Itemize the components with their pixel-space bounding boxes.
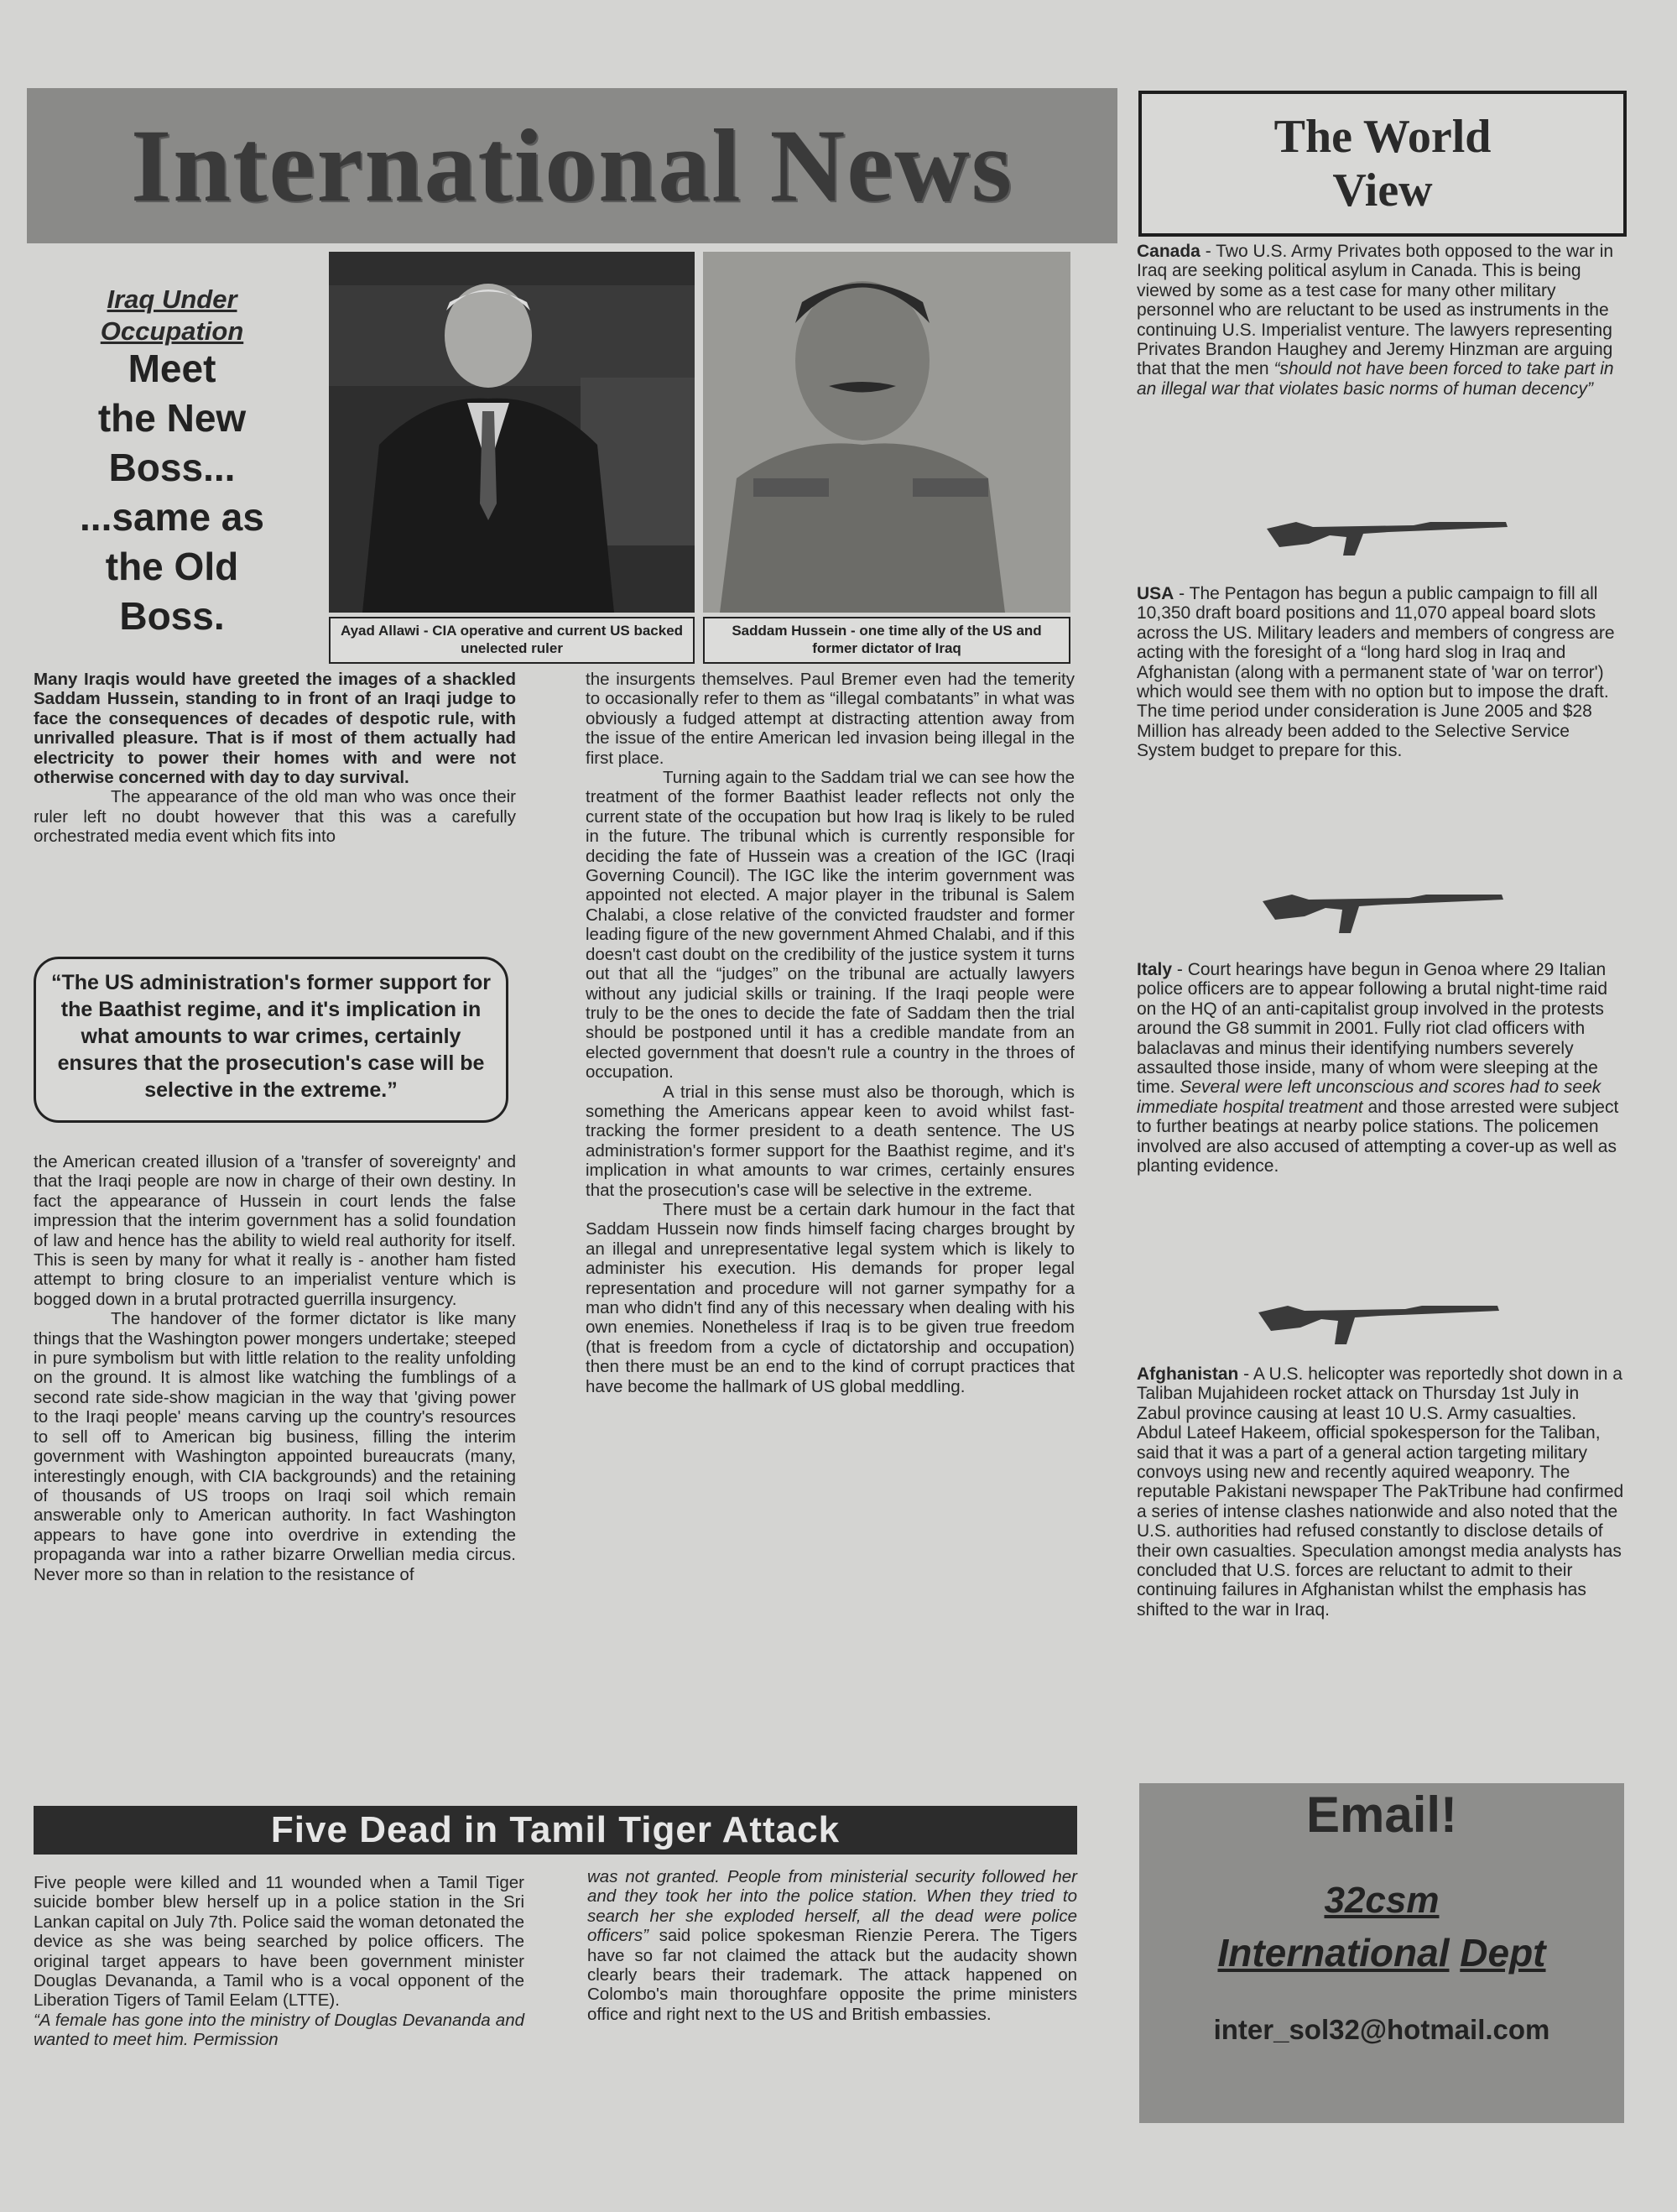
article-quote: “A female has gone into the ministry of Douglas Devananda and wanted to meet him. Permission bbox=[34, 2010, 524, 2050]
article-paragraph: There must be a certain dark humour in the fact that Saddam Hussein now finds himself facing charges brought by an illegal and unrepresentative legal system which is likely to administer his execution. His demands for proper legal representation and procedure will not garner sympathy for a man who didn't find any of this necessary when dealing with his own enemies. Nonetheless if Iraq is to be given true freedom (that is freedom from a cycle of dictatorship and occupation) then there must be an end to the kind of corrupt practices that have become the hallmark of US global meddling. bbox=[586, 1199, 1075, 1396]
tamil-column-2 bbox=[587, 1867, 1077, 2024]
world-view-afghanistan bbox=[1137, 1364, 1625, 1620]
headline-line: Meet bbox=[128, 347, 216, 390]
section-text: - A U.S. helicopter was reportedly shot down in a Taliban Mujahideen rocket attack on Thursday 1st July in Zabul province causing at least 10 U.S. Army casualties. Abdul Lateef Hakeem, official spokesperson for the Taliban, said that it was a part of a general action targeting military convoys using new and recently aquired weaponry. The reputable Pakistani newspaper The PakTribune had confirmed a series of intense clashes nationwide and also noted that the U.S. authorities had refused constantly to disclose details of their own casualties. Speculation amongst media analysts has concluded that U.S. forces are reluctant to admit to their continuing failures in Afghanistan whilst the emphasis has shifted to the war in Iraq. bbox=[1137, 1364, 1624, 1620]
world-view-title-line1: The World bbox=[1273, 111, 1492, 163]
photo-allawi bbox=[329, 252, 695, 613]
email-org-line2 bbox=[1139, 1930, 1624, 1975]
email-address[interactable]: inter_sol32@hotmail.com bbox=[1213, 2014, 1550, 2045]
section-label-usa: USA bbox=[1137, 584, 1174, 603]
section-quote: “should not have been forced to take part in an illegal war that violates basic norms of human decency” bbox=[1137, 359, 1614, 399]
masthead-title: International News bbox=[130, 107, 1014, 223]
world-view-canada bbox=[1137, 242, 1625, 399]
email-title: Email! bbox=[1305, 1787, 1458, 1843]
masthead bbox=[27, 88, 1117, 243]
photo-caption-allawi: Ayad Allawi - CIA operative and current US backed unelected ruler bbox=[329, 617, 695, 664]
article-paragraph: the insurgents themselves. Paul Bremer even had the temerity to occasionally refer to them as “illegal combatants” in what was obviously a fudged attempt at distracting attention away from the issue of the entire American led invasion being illegal in the first place. bbox=[586, 670, 1075, 768]
article-column-1-top bbox=[34, 670, 516, 847]
tamil-headline-bar bbox=[34, 1806, 1077, 1855]
feature-headline bbox=[34, 344, 310, 641]
headline-line: the New bbox=[97, 396, 247, 440]
section-label-canada: Canada bbox=[1137, 242, 1200, 261]
rifle-icon bbox=[1254, 1284, 1506, 1351]
section-text: - The Pentagon has begun a public campaign to fill all 10,350 draft board positions and 11,070 appeal board slots across the US. Military leaders and members of congress are acting with the foresight of a “long hard slog in Iraq and Afghanistan (along with a permanent state of 'war on terror') which would see them with no option but to impose the draft. The time period under consideration is June 2005 and $28 Million has already been added to the Selective Service System budget to prepare for this. bbox=[1137, 584, 1615, 761]
world-view-usa bbox=[1137, 584, 1625, 761]
section-text: and those arrested were subject to further beatings at nearby police stations. The policemen involved are also accused of attempting a cover-up as well as planting evidence. bbox=[1137, 1097, 1619, 1176]
feature-kicker bbox=[50, 284, 294, 347]
article-paragraph: The handover of the former dictator is like many things that the Washington power mongers undertake; steeped in pure symbolism but with little relation to the reality unfolding on the ground. It is almost like watching the fumblings of a second rate side-show magician in the way that 'giving power to the Iraqi people' means carving up the country's resources to sell off to American big business, filling the interim government with Washington appointed bureaucrats (many, interestingly enough, with CIA backgrounds) and the retaining of thousands of US troops on Iraqi soil which remain answerable only to American authority. In fact Washington appears to have gone into overdrive in extending the propaganda war into a rather bizarre Orwellian media circus. Never more so than in relation to the resistance of bbox=[34, 1309, 516, 1584]
photo-saddam bbox=[703, 252, 1070, 613]
section-italic: Several were left unconscious and scores had to seek immediate hospital treatment bbox=[1137, 1077, 1601, 1117]
article-paragraph: Turning again to the Saddam trial we can see how the treatment of the former Baathist leader reflects not only the current state of the occupation but how Iraq is likely to be ruled in the future. The tribunal which is currently responsible for deciding the fate of Hussein was a creation of the IGC (Iraqi Governing Council). The IGC like the interim government was appointed not elected. A major player in the tribunal is Salem Chalabi, a close relative of the convicted fraudster and former leading figure of the new government Ahmed Chalabi, and if this doesn't cast doubt on the credibility of the justice system it turns out that all the “judges” on the tribunal are actually lawyers without any judicial skills or training. If the Iraqi people were truly to be the ones to decide the fate of Saddam then the trial should be postponed until it has a credible mandate from an elected government that doesn't rule a country in the throes of occupation. bbox=[586, 768, 1075, 1083]
article-paragraph: Five people were killed and 11 wounded when a Tamil Tiger suicide bomber blew herself up in a police station in the Sri Lankan capital on July 7th. Police said the woman detonated the device as she was being searched by police officers. The original target appears to have been government minister Douglas Devananda, a Tamil who is a vocal opponent of the Liberation Tigers of Tamil Eelam (LTTE). bbox=[34, 1873, 524, 2011]
email-org-word: International bbox=[1217, 1931, 1450, 1975]
world-view-title-line2: View bbox=[1332, 164, 1433, 217]
headline-line: ...same as bbox=[80, 495, 264, 539]
email-org-line1: 32csm bbox=[1324, 1880, 1440, 1921]
article-quote: was not granted. People from ministerial security followed her and they took her into the police station. When they tried to search her she exploded herself, all the dead were police officers” bbox=[587, 1867, 1077, 1946]
rifle-icon bbox=[1263, 503, 1514, 562]
tamil-column-1 bbox=[34, 1873, 524, 2050]
email-org-word: Dept bbox=[1460, 1931, 1546, 1975]
article-column-2 bbox=[586, 670, 1075, 1396]
world-view-italy bbox=[1137, 960, 1625, 1176]
pull-quote: “The US administration's former support for the Baathist regime, and it's implication in what amounts to war crimes, certainly ensures that the prosecution's case will be selective in the extreme.” bbox=[34, 957, 508, 1123]
article-lead: Many Iraqis would have greeted the images of a shackled Saddam Hussein, standing to in front of an Iraqi judge to face the consequences of decades of despotic rule, with unrivalled pleasure. That is if most of them actually had electricity to power their homes with and were not otherwise concerned with day to day survival. bbox=[34, 670, 516, 788]
headline-line: the Old bbox=[105, 545, 239, 588]
world-view-header bbox=[1138, 91, 1627, 237]
section-label-afghanistan: Afghanistan bbox=[1137, 1364, 1239, 1384]
article-paragraph: The appearance of the old man who was once their ruler left no doubt however that this was a carefully orchestrated media event which fits into bbox=[34, 787, 516, 847]
section-text: - Court hearings have begun in Genoa where 29 Italian police officers are to appear following a brutal night-time raid on the HQ of an anti-capitalist group involved in the protests around the G8 summit in 2001. Fully riot clad officers with balaclavas and minus their identifying numbers severely assaulted those inside, many of whom were sleeping at the time. bbox=[1137, 960, 1608, 1098]
headline-line: Boss... bbox=[108, 446, 236, 489]
article-text: said police spokesman Rienzie Perera. The Tigers have so far not claimed the attack but the audacity shown clearly bears their trademark. The attack happened on Colombo's main thoroughfare opposite the prime ministers office and right next to the US and British embassies. bbox=[587, 1926, 1077, 2024]
headline-line: Boss. bbox=[119, 594, 225, 638]
article-column-1-bottom bbox=[34, 1152, 516, 1584]
kicker-line-1: Iraq Under bbox=[107, 284, 237, 314]
rifle-icon bbox=[1258, 873, 1510, 940]
photo-caption-saddam: Saddam Hussein - one time ally of the US and former dictator of Iraq bbox=[703, 617, 1070, 664]
section-text: - Two U.S. Army Privates both opposed to the war in Iraq are seeking political asylum in Canada. This is being viewed by some as a test case for many other military personnel who are reluctant to be used as instruments in the continuing U.S. Imperialist venture. The lawyers representing Privates Brandon Haughey and Jeremy Hinzman are arguing that that the men bbox=[1137, 242, 1614, 379]
article-paragraph: A trial in this sense must also be thorough, which is something the Americans appear keen to avoid whilst fast-tracking the former president to a death sentence. The US administration's former support for the Baathist regime, and it's implication in what amounts to war crimes, certainly ensures that the prosecution's case will be selective in the extreme. bbox=[586, 1082, 1075, 1200]
section-label-italy: Italy bbox=[1137, 960, 1173, 979]
tamil-headline: Five Dead in Tamil Tiger Attack bbox=[270, 1809, 841, 1850]
kicker-line-2: Occupation bbox=[100, 316, 244, 346]
article-paragraph: the American created illusion of a 'transfer of sovereignty' and that the Iraqi people are now in charge of their own destiny. In fact the appearance of Hussein in court lends the false impression that the interim government has a solid foundation of law and hence has the ability to wield real authority for itself. This is seen by many for what it really is - another ham fisted attempt to bring closure to an imperialist venture which is bogged down in a brutal protracted guerrilla insurgency. bbox=[34, 1152, 516, 1309]
